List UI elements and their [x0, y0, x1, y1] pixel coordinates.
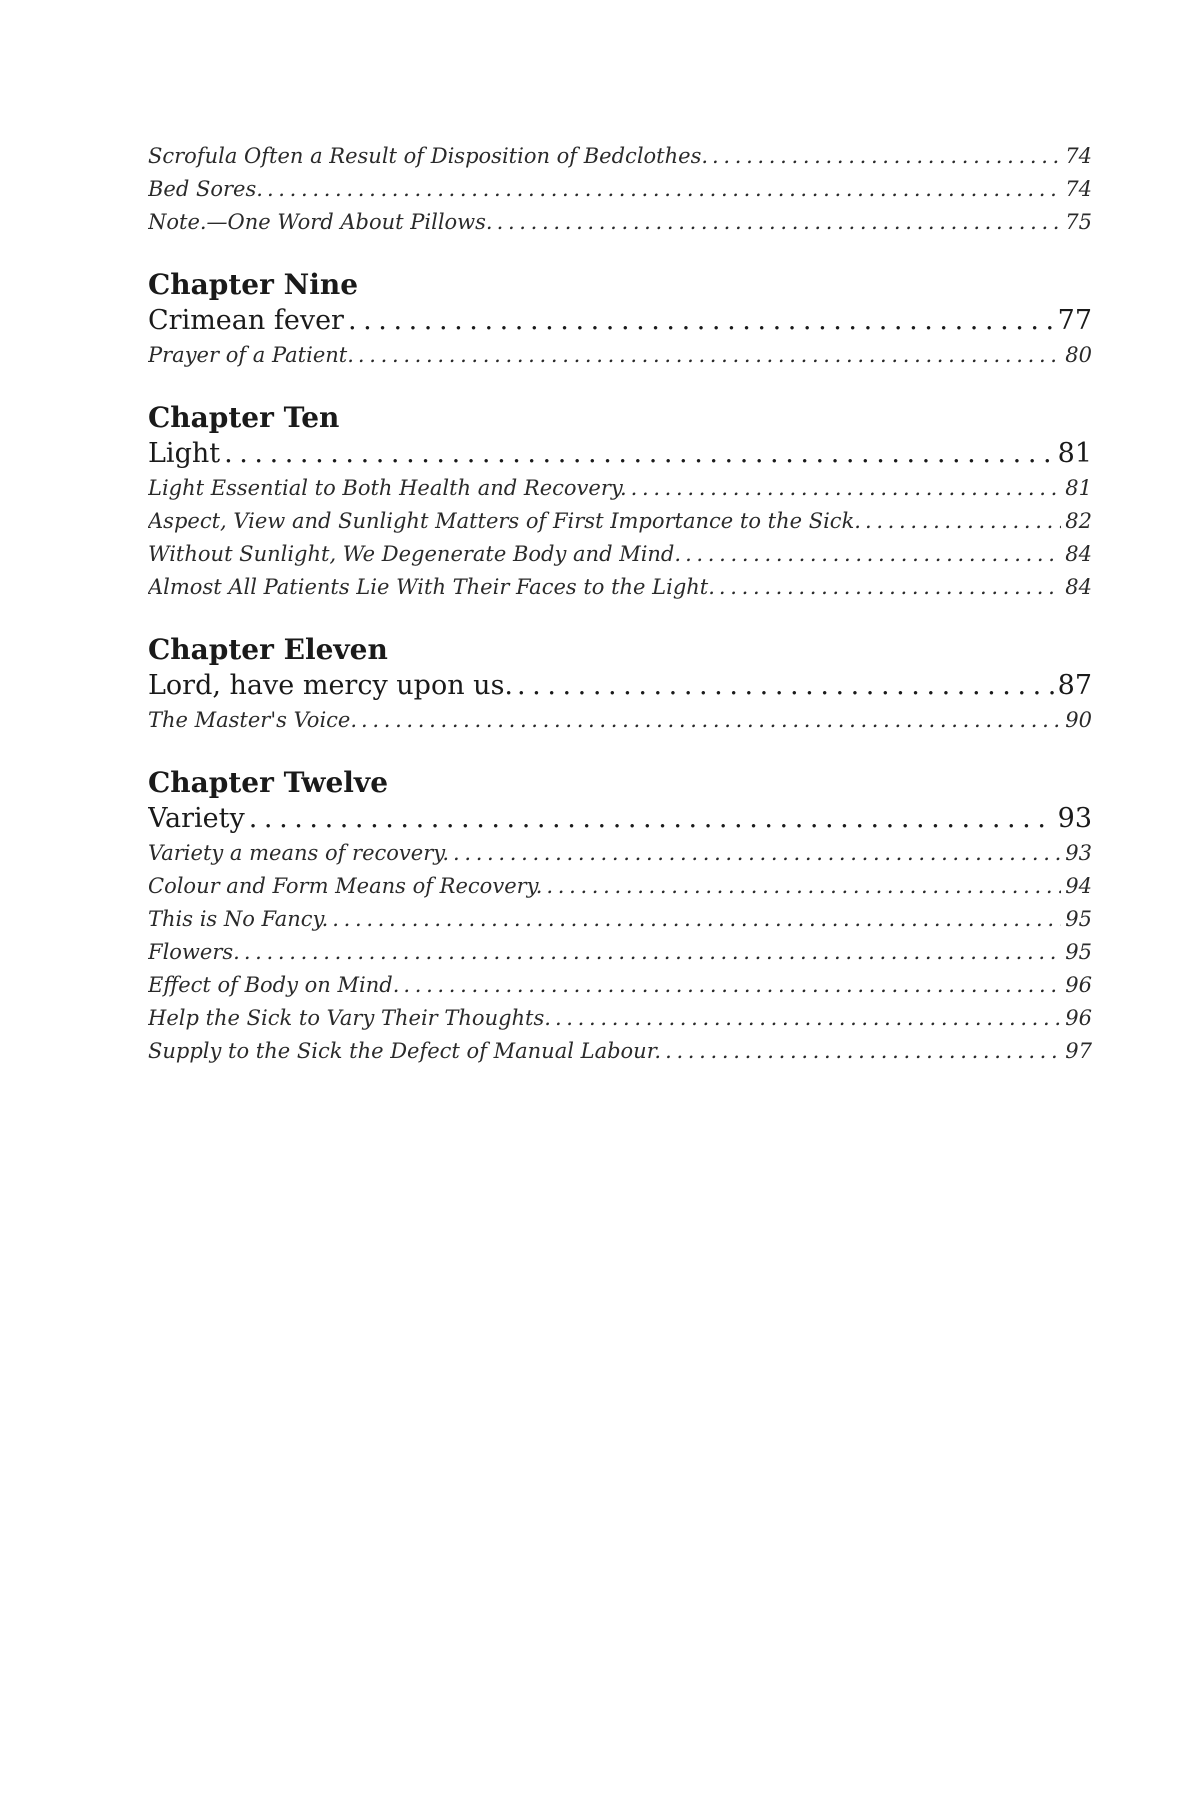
entry-title: Crimean fever	[148, 305, 344, 336]
entry-title: Effect of Body on Mind.	[148, 973, 400, 997]
toc-entry[interactable]	[148, 936, 1092, 969]
dot-leader	[719, 571, 1061, 604]
dot-leader	[631, 472, 1062, 505]
dot-leader	[865, 505, 1061, 538]
entry-title: Variety a means of recovery.	[148, 841, 449, 865]
entry-title: Aspect, View and Sunlight Matters of First Importance to the Sick.	[148, 509, 861, 533]
dot-leader	[244, 936, 1061, 969]
entry-page: 81	[1057, 438, 1092, 469]
chapter-twelve	[148, 765, 1092, 1068]
entry-title: Help the Sick to Vary Their Thoughts.	[148, 1006, 551, 1030]
toc-entry[interactable]	[148, 903, 1092, 936]
toc-main-entry[interactable]	[148, 436, 1092, 472]
dot-leader	[358, 339, 1061, 372]
chapter-heading: Chapter Eleven	[148, 633, 388, 666]
toc-entry[interactable]	[148, 969, 1092, 1002]
toc-entry[interactable]	[148, 339, 1092, 372]
toc-main-entry[interactable]	[148, 668, 1092, 704]
toc-entry[interactable]	[148, 704, 1092, 737]
entry-title: Flowers.	[148, 940, 240, 964]
entry-title: Almost All Patients Lie With Their Faces to the Light.	[148, 575, 715, 599]
dot-leader	[555, 1002, 1061, 1035]
entry-page: 84	[1065, 542, 1092, 566]
toc-entry[interactable]	[148, 206, 1092, 239]
entry-page: 95	[1065, 907, 1092, 931]
dot-leader	[546, 870, 1061, 903]
toc-main-entry[interactable]	[148, 303, 1092, 339]
entry-title: Variety	[148, 803, 245, 834]
chapter-ten	[148, 400, 1092, 604]
entry-page: 96	[1065, 1006, 1092, 1030]
entry-page: 94	[1065, 874, 1092, 898]
dot-leader	[517, 668, 1054, 704]
toc-entry[interactable]	[148, 870, 1092, 903]
entry-page: 84	[1065, 575, 1092, 599]
toc-main-entry[interactable]	[148, 801, 1092, 837]
toc-entry[interactable]	[148, 140, 1092, 173]
chapter-heading: Chapter Nine	[148, 268, 359, 301]
dot-leader	[685, 538, 1061, 571]
toc-entry[interactable]	[148, 1002, 1092, 1035]
entry-title: Light	[148, 438, 221, 469]
entry-title: Scrofula Often a Result of Disposition of Bedclothes.	[148, 144, 709, 168]
dot-leader	[453, 837, 1061, 870]
dot-leader	[361, 704, 1061, 737]
entry-page: 81	[1065, 476, 1092, 500]
entry-page: 97	[1065, 1039, 1092, 1063]
toc-entry[interactable]	[148, 505, 1092, 538]
chapter-heading: Chapter Twelve	[148, 766, 389, 799]
dot-leader	[348, 303, 1054, 339]
entry-page: 77	[1057, 305, 1092, 336]
entry-title: Bed Sores.	[148, 177, 263, 201]
toc-entry[interactable]	[148, 571, 1092, 604]
entry-page: 75	[1065, 210, 1092, 234]
entry-title: Without Sunlight, We Degenerate Body and Mind.	[148, 542, 682, 566]
entry-title: The Master's Voice.	[148, 708, 358, 732]
dot-leader	[403, 969, 1061, 1002]
toc-entry[interactable]	[148, 1035, 1092, 1068]
entry-title: Prayer of a Patient.	[148, 343, 354, 367]
entry-page: 93	[1057, 803, 1092, 834]
dot-leader	[665, 1035, 1061, 1068]
entry-page: 74	[1065, 144, 1092, 168]
dot-leader	[712, 140, 1061, 173]
entry-page: 87	[1057, 670, 1092, 701]
entry-title: Supply to the Sick the Defect of Manual Labour.	[148, 1039, 662, 1063]
toc-entry[interactable]	[148, 837, 1092, 870]
entry-page: 90	[1065, 708, 1092, 732]
dot-leader	[224, 436, 1054, 472]
toc-entry[interactable]	[148, 472, 1092, 505]
entry-page: 80	[1065, 343, 1092, 367]
dot-leader	[332, 903, 1061, 936]
entry-page: 96	[1065, 973, 1092, 997]
entry-title: Lord, have mercy upon us.	[148, 670, 514, 701]
entry-title: This is No Fancy.	[148, 907, 329, 931]
entry-page: 74	[1065, 177, 1092, 201]
leading-entries	[148, 140, 1092, 239]
entry-title: Light Essential to Both Health and Recovery.	[148, 476, 627, 500]
toc-entry[interactable]	[148, 173, 1092, 206]
entry-title: Colour and Form Means of Recovery.	[148, 874, 543, 898]
entry-title: Note.—One Word About Pillows.	[148, 210, 493, 234]
chapter-eleven	[148, 632, 1092, 737]
chapter-heading: Chapter Ten	[148, 401, 340, 434]
entry-page: 95	[1065, 940, 1092, 964]
entry-page: 93	[1065, 841, 1092, 865]
chapter-nine	[148, 267, 1092, 372]
dot-leader	[267, 173, 1061, 206]
entry-page: 82	[1065, 509, 1092, 533]
table-of-contents	[148, 140, 1092, 1068]
dot-leader	[497, 206, 1062, 239]
dot-leader	[249, 801, 1054, 837]
toc-entry[interactable]	[148, 538, 1092, 571]
